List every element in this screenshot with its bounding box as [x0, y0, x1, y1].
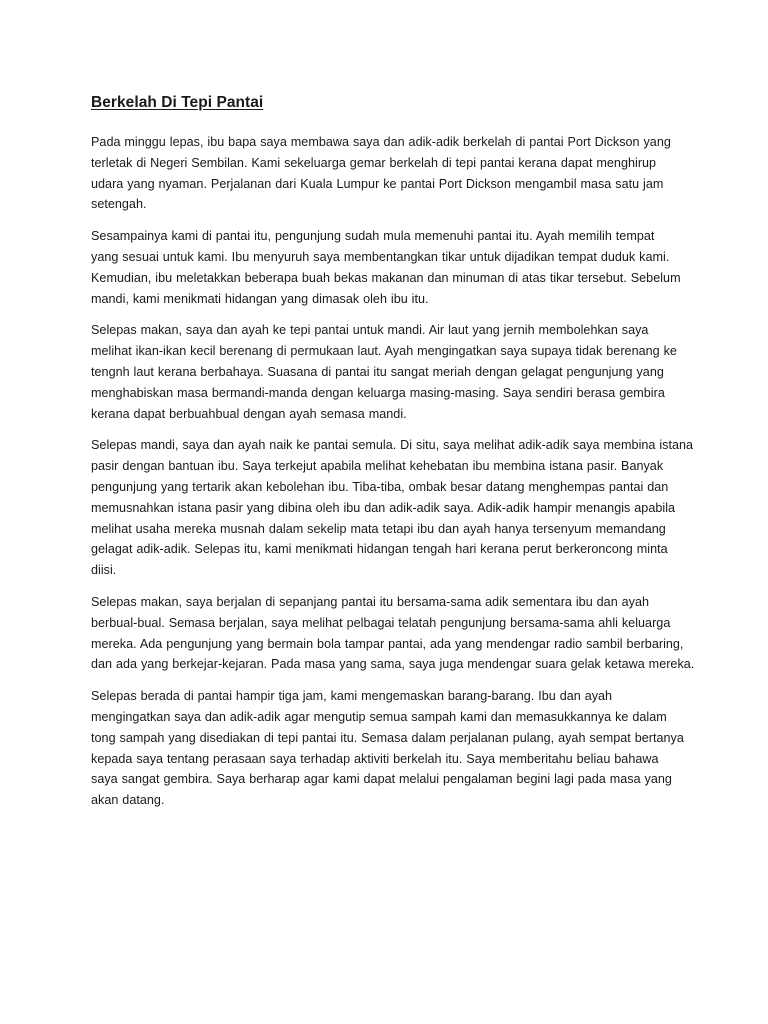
paragraph-line: Selepas berada di pantai hampir tiga jam, kami mengemaskan barang-barang. Ibu dan ayah: [91, 689, 613, 704]
paragraph-line: kerana dapat berbuahbual dengan ayah semasa mandi.: [91, 406, 407, 421]
paragraph-line: mandi, kami menikmati hidangan yang dimasak oleh ibu itu.: [91, 291, 429, 306]
paragraph-line: terletak di Negeri Sembilan. Kami sekeluarga gemar berkelah di tepi pantai kerana dapat menghirup: [91, 155, 657, 170]
paragraph-line: dan ada yang berkejar-kejaran. Pada masa yang sama, saya juga mendengar suara gelak ketawa mereka.: [91, 657, 695, 672]
paragraph-line: melihat ikan-ikan kecil berenang di permukaan laut. Ayah mengingatkan saya supaya tidak berenang ke: [91, 344, 677, 359]
paragraph-line: Pada minggu lepas, ibu bapa saya membawa saya dan adik-adik berkelah di pantai Port Dickson yang: [91, 135, 671, 149]
paragraph: [91, 592, 695, 675]
paragraph: [91, 435, 694, 581]
paragraph: [91, 686, 684, 811]
paragraph-line: kepada saya tentang perasaan saya terhadap aktiviti berkelah itu. Saya memberitahu beliau bahawa: [91, 751, 659, 766]
paragraph-line: yang sesuai untuk kami. Ibu menyuruh saya membentangkan tikar untuk dijadikan tempat duduk kami.: [91, 249, 670, 264]
paragraph-line: setengah.: [91, 197, 147, 212]
paragraph-line: memusnahkan istana pasir yang dibina oleh ibu dan adik-adik saya. Adik-adik hampir menangis apabila: [91, 500, 676, 515]
paragraph-line: gelagat adik-adik. Selepas itu, kami menikmati hidangan tengah hari kerana perut berkeroncong minta: [91, 542, 668, 557]
paragraph-line: tengnh laut kerana berbahaya. Suasana di pantai itu sangat meriah dengan gelagat pengunjung yang: [91, 364, 664, 379]
paragraph-line: Selepas makan, saya dan ayah ke tepi pantai untuk mandi. Air laut yang jernih membolehkan saya: [91, 323, 649, 338]
paragraph-line: akan datang.: [91, 793, 165, 808]
paragraph-line: tong sampah yang disediakan di tepi pantai itu. Semasa dalam perjalanan pulang, ayah sempat bertanya: [91, 730, 684, 745]
paragraph: [91, 320, 681, 424]
document-title: Berkelah Di Tepi Pantai: [91, 94, 264, 111]
paragraph: [91, 226, 681, 309]
paragraph-list: [91, 132, 695, 811]
paragraph-line: Kemudian, ibu meletakkan beberapa buah bekas makanan dan minuman di atas tikar tersebut. Sebelum: [91, 270, 681, 285]
paragraph-line: Selepas mandi, saya dan ayah naik ke pantai semula. Di situ, saya melihat adik-adik saya membina istana: [91, 438, 694, 453]
paragraph-line: pengunjung yang tertarik akan kebolehan ibu. Tiba-tiba, ombak besar datang menghempas pantai dan: [91, 479, 669, 494]
paragraph-line: saya sangat gembira. Saya berharap agar kami dapat melalui pengalaman begini lagi pada masa yang: [91, 772, 672, 787]
document-body: [91, 92, 695, 822]
paragraph: [91, 132, 681, 215]
paragraph-line: menghabiskan masa bermandi-manda dengan keluarga masing-masing. Saya sendiri berasa gembira: [91, 385, 665, 400]
paragraph-line: mereka. Ada pengunjung yang bermain bola tampar pantai, ada yang mendengar radio sambil berbaring,: [91, 636, 684, 651]
paragraph-line: melihat usaha mereka musnah dalam sekelip mata tetapi ibu dan ayah hanya tersenyum memandang: [91, 521, 666, 536]
paragraph-line: diisi.: [91, 563, 117, 578]
paragraph-line: berbual-bual. Semasa berjalan, saya melihat pelbagai telatah pengunjung bersama-sama ahli keluarga: [91, 615, 671, 630]
paragraph-line: udara yang nyaman. Perjalanan dari Kuala Lumpur ke pantai Port Dickson mengambil masa satu jam: [91, 176, 664, 191]
paragraph-line: Selepas makan, saya berjalan di sepanjang pantai itu bersama-sama adik sementara ibu dan ayah: [91, 594, 650, 609]
paragraph-line: Sesampainya kami di pantai itu, pengunjung sudah mula memenuhi pantai itu. Ayah memilih tempat: [91, 229, 655, 244]
paragraph-line: mengingatkan saya dan adik-adik agar mengutip semua sampah kami dan memasukkannya ke dalam: [91, 709, 667, 724]
paragraph-line: pasir dengan bantuan ibu. Saya terkejut apabila melihat kehebatan ibu membina istana pasir. Banyak: [91, 459, 664, 474]
